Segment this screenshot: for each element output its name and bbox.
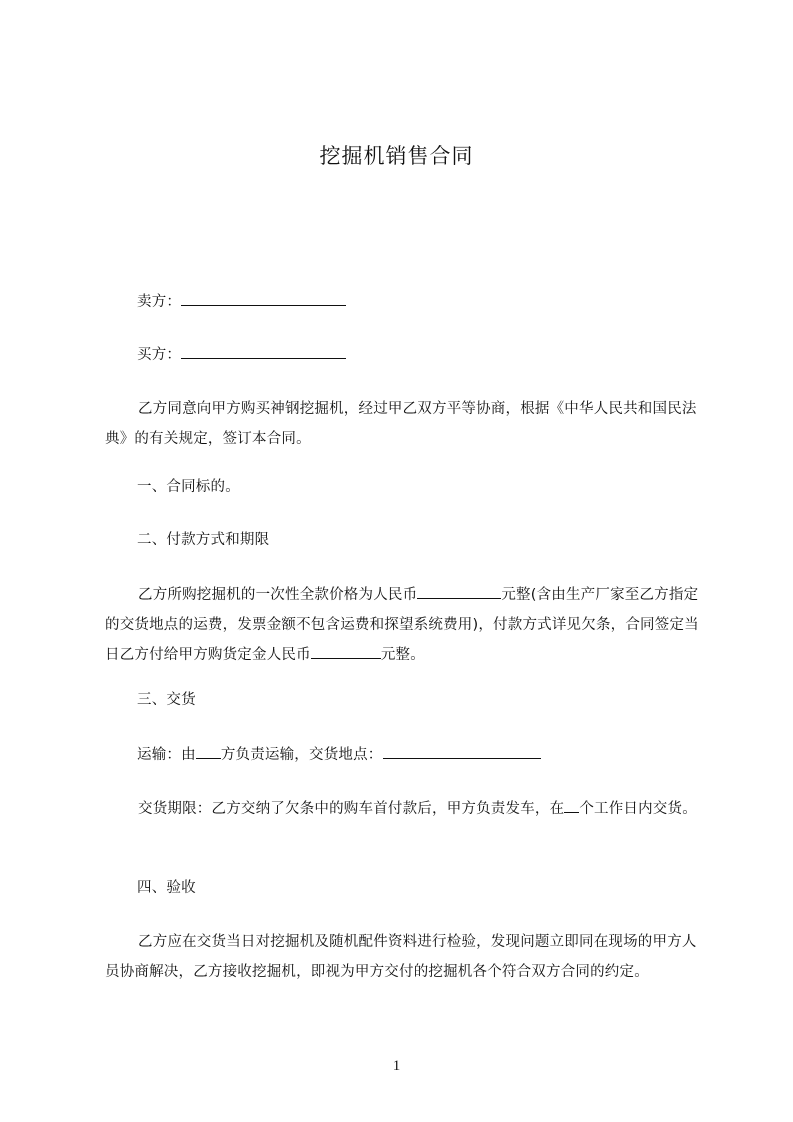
page-number: 1	[392, 1058, 401, 1074]
deposit-blank	[311, 644, 381, 659]
seller-label: 卖方：	[137, 294, 182, 310]
section-2-heading: 二、付款方式和期限	[137, 532, 270, 548]
intro-paragraph: 乙方同意向甲方购买神钢挖掘机，经过甲乙双方平等协商，根据《中华人民共和国民法典》的有关规定，签订本合同。	[105, 401, 697, 447]
payment-text-a: 乙方所购挖掘机的一次性全款价格为人民币	[138, 587, 418, 603]
section-1-heading: 一、合同标的。	[137, 479, 240, 495]
seller-blank	[181, 291, 346, 306]
payment-text-c: 元整。	[380, 647, 425, 663]
transport-party-blank	[196, 744, 221, 759]
document-title: 挖掘机销售合同	[319, 144, 474, 168]
full-price-blank	[417, 584, 501, 599]
delivery-place-blank	[383, 744, 541, 759]
working-days-blank	[564, 798, 579, 813]
delivery-text-b: 个工作日内交货。	[579, 801, 697, 817]
section-3-heading: 三、交货	[137, 692, 196, 708]
transport-line	[137, 744, 541, 765]
buyer-line	[137, 344, 346, 365]
transport-text-b: 方负责运输，交货地点：	[220, 747, 383, 763]
delivery-paragraph	[105, 794, 700, 824]
buyer-blank	[181, 344, 346, 359]
payment-paragraph	[105, 580, 700, 670]
seller-line	[137, 291, 346, 312]
transport-text-a: 运输：由	[137, 747, 196, 763]
buyer-label: 买方：	[137, 347, 182, 363]
payment-text-b: 元整(含由生产厂家至乙方指定的交货地点的运费，发票金额不包含运费和探望系统费用)，付款方式详见欠条，合同签定当日乙方付给甲方购货定金人民币	[105, 587, 699, 663]
inspection-paragraph: 乙方应在交货当日对挖掘机及随机配件资料进行检验，发现问题立即同在现场的甲方人员协商解决，乙方接收挖掘机，即视为甲方交付的挖掘机各个符合双方合同的约定。	[105, 934, 697, 980]
delivery-text-a: 交货期限：乙方交纳了欠条中的购车首付款后，甲方负责发车，在	[138, 801, 565, 817]
section-4-heading: 四、验收	[137, 880, 196, 896]
